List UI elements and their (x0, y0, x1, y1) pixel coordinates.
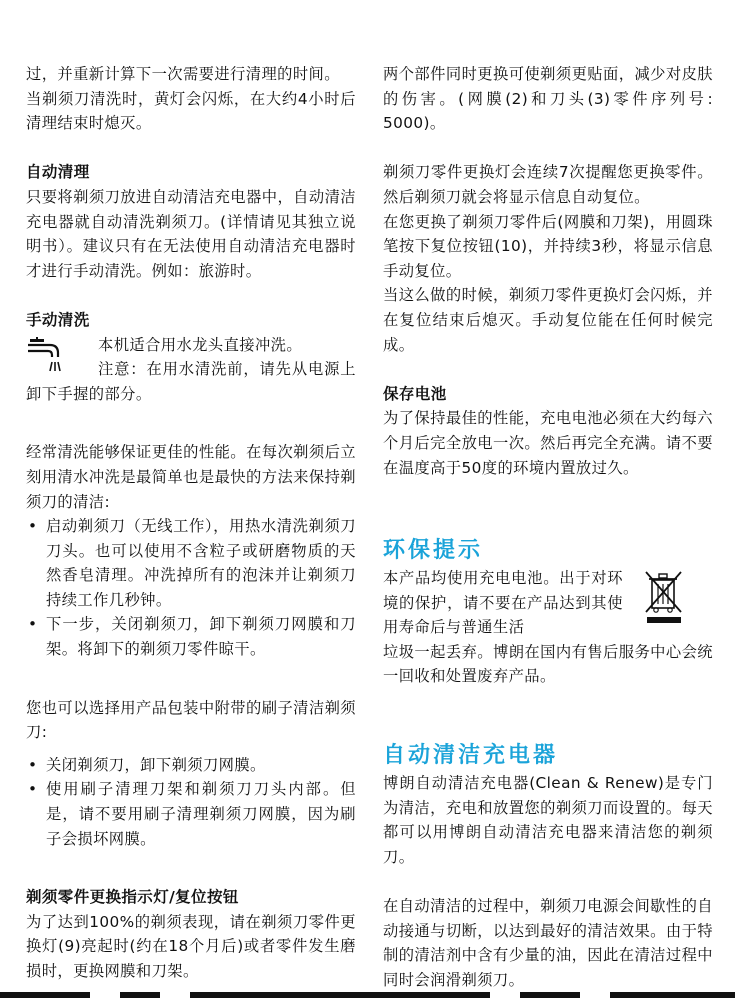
list-item: • 关闭剃须刀，卸下剃须刀网膜。 (28, 755, 266, 774)
bottom-crop-marks (0, 992, 735, 998)
paragraph-cleaning-light: 当剃须刀清洗时，黄灯会闪烁，在大约4小时后清理结束时熄灭。 (26, 89, 356, 133)
heading-battery: 保存电池 (383, 384, 447, 403)
paragraph-reset-light: 当这么做的时候，剃须刀零件更换灯会闪烁，并在复位结束后熄灭。手动复位能在任何时候完成。 (383, 286, 713, 354)
manual-clean-block (26, 333, 356, 358)
left-column (26, 62, 356, 984)
paragraph-brush: 您也可以选择用产品包装中附带的刷子清洁剃须刀: (26, 698, 356, 742)
paragraph-charger-2: 在自动清洁的过程中，剃须刀电源会间歇性的自动接通与切断，以达到最好的清洁效果。由于特制的清洁剂中含有少量的油，因此在清洁过程中同时会润滑剃须刀。 (383, 897, 713, 989)
paragraph-continued: 过，并重新计算下一次需要进行清理的时间。 (26, 65, 340, 83)
bullet-list-rinse (26, 514, 356, 662)
eco-block (383, 566, 713, 640)
list-item: • 使用刷子清理刀架和剃须刀刀头内部。但是，请不要用刷子清理剃须刀网膜，因为刷子会损坏网膜。 (28, 780, 356, 848)
paragraph-eco-a: 本产品均使用充电电池。出于对环境的保护，请不要在产品达到其使用寿命后与普通生活 (383, 569, 623, 637)
manual-clean-line-1: 本机适合用水龙头直接冲洗。 (98, 335, 303, 354)
paragraph-often-clean: 经常清洗能够保证更佳的性能。在每次剃须后立刻用清水冲洗是最简单也是最快的方法来保持剃须刀的清洁: (26, 443, 356, 511)
crossed-out-bin-icon (641, 568, 687, 624)
paragraph-auto-clean: 只要将剃须刀放进自动清洁充电器中，自动清洁充电器就自动清洗剃须刀。(详情请见其独立说明书）。建议只有在无法使用自动清洁充电器时才进行手动清洗。例如：旅游时。 (26, 187, 356, 280)
bullet-list-brush (26, 753, 356, 851)
water-tap-icon (26, 335, 70, 375)
paragraph-eco-b: 垃圾一起丢弃。博朗在国内有售后服务中心会统一回收和处置废弃产品。 (383, 642, 713, 686)
list-item: • 下一步，关闭剃须刀，卸下剃须刀网膜和刀架。将卸下的剃须刀零件晾干。 (28, 615, 356, 659)
heading-manual-clean: 手动清洗 (26, 310, 90, 329)
paragraph-battery: 为了保持最佳的性能，充电电池必须在大约每六个月后完全放电一次。然后再完全充满。请不要在温度高于50度的环境内置放过久。 (383, 409, 713, 477)
paragraph-charger-1: 博朗自动清洁充电器(Clean & Renew)是专门为清洁，充电和放置您的剃须刀而设置的。每天都可以用博朗自动清洁充电器来清洁您的剃须刀。 (383, 774, 713, 866)
paragraph-reminder: 剃须刀零件更换灯会连续7次提醒您更换零件。然后剃须刀就会将显示信息自动复位。 (383, 163, 713, 206)
paragraph-replace-both: 两个部件同时更换可使剃须更贴面，减少对皮肤的伤害。(网膜(2)和刀头(3)零件序列号: 5000)。 (383, 65, 713, 133)
paragraph-replacement-indicator: 为了达到100%的剃须表现，请在剃须刀零件更换灯(9)亮起时(约在18个月后)或者零件发生磨损时，更换网膜和刀架。 (26, 912, 356, 980)
right-column (383, 62, 713, 992)
manual-clean-note: 注意：在用水清洗前，请先从电源上卸下手握的部分。 (26, 360, 356, 403)
heading-replacement-indicator: 剃须零件更换指示灯/复位按钮 (26, 888, 239, 907)
heading-eco: 环保提示 (383, 538, 484, 564)
heading-auto-clean: 自动清理 (26, 163, 90, 182)
heading-charger: 自动清洁充电器 (383, 743, 559, 769)
list-item: • 启动剃须刀（无线工作），用热水清洗剃须刀刀头。也可以使用不含粒子或研磨物质的天然香皂清理。冲洗掉所有的泡沫并让剃须刀持续工作几秒钟。 (28, 517, 356, 609)
paragraph-manual-reset: 在您更换了剃须刀零件后(网膜和刀架)，用圆珠笔按下复位按钮(10)，并持续3秒，将显示信息手动复位。 (383, 212, 713, 280)
